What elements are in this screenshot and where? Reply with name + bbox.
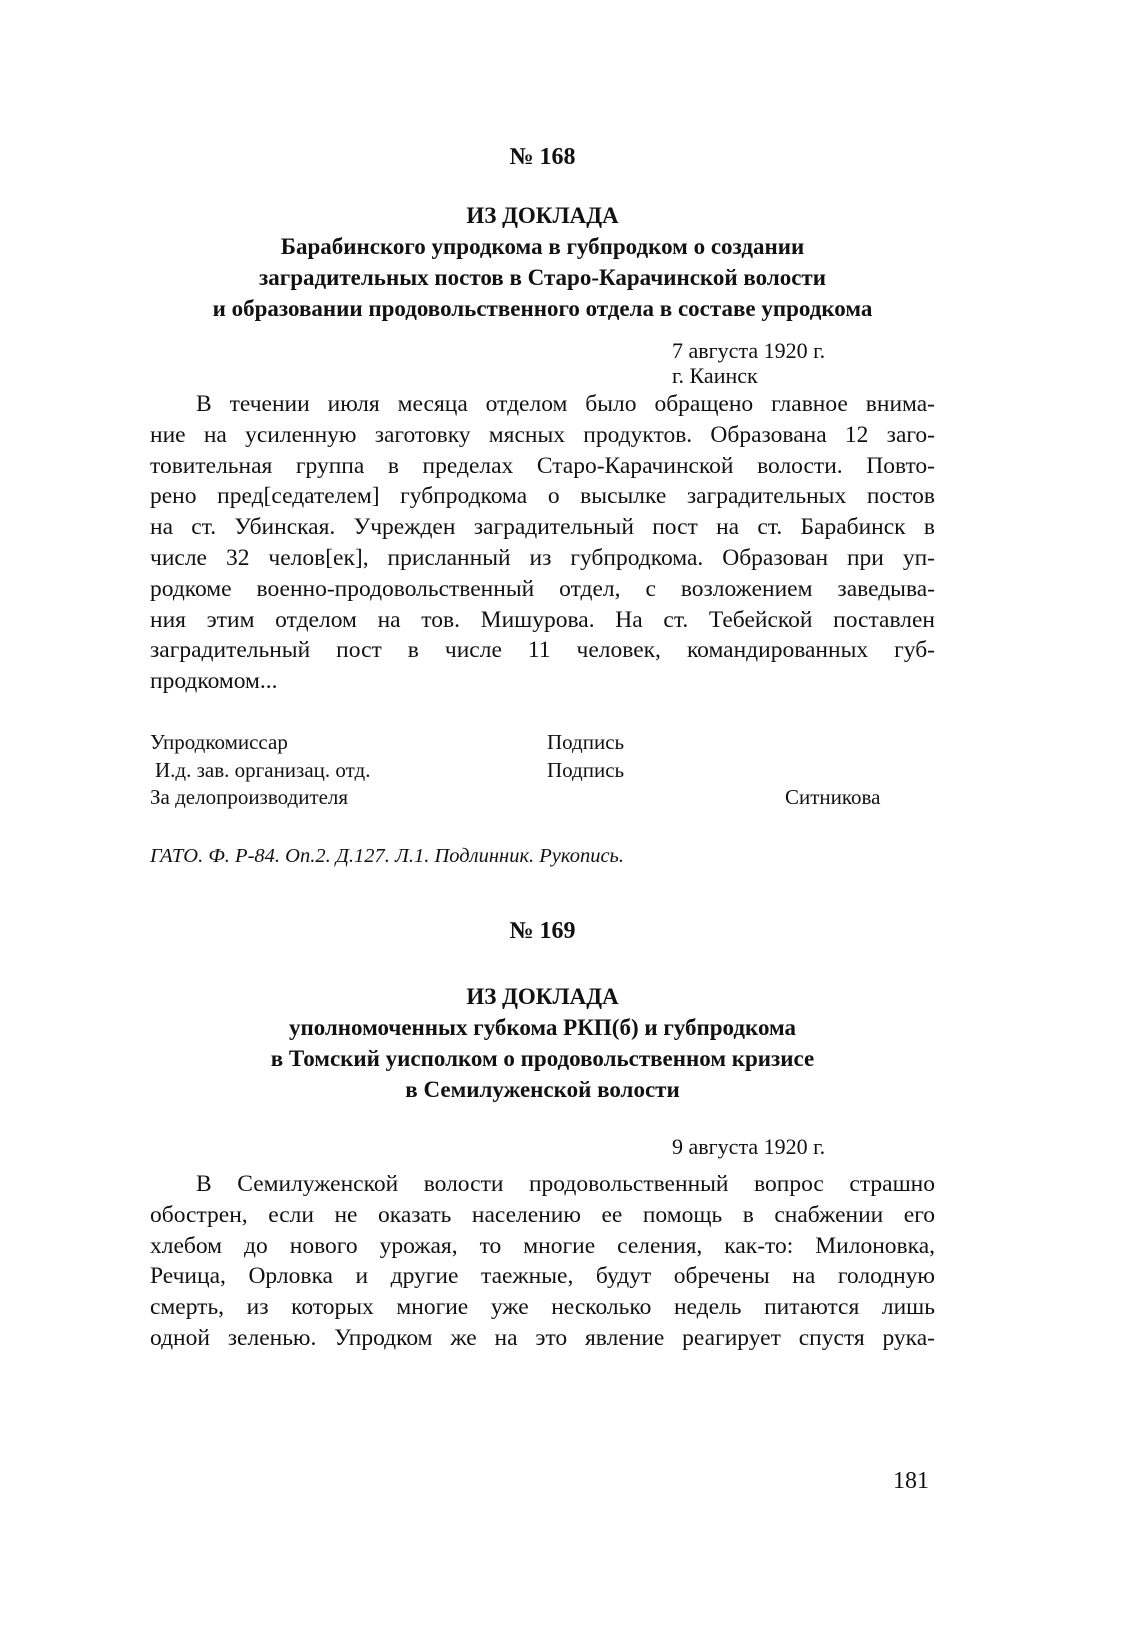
body-line: смерть, из которых многие уже несколько недель питаются лишь xyxy=(150,1294,935,1321)
doc169-subtitle-line: уполномоченных губкома РКП(б) и губпродкома xyxy=(288,1015,797,1040)
signature-value: Подпись xyxy=(547,730,625,754)
doc168-place: г. Каинск xyxy=(672,363,758,388)
doc168-subtitle xyxy=(150,231,935,324)
body-line: В течении июля месяца отделом было обращено главное внима- xyxy=(196,391,935,417)
body-line: одной зеленью. Упродком же на это явление реагирует спустя рука- xyxy=(150,1324,935,1351)
doc168-number: № 168 xyxy=(509,144,576,170)
doc168-body xyxy=(150,389,935,697)
doc168-date: 7 августа 1920 г. xyxy=(672,338,826,363)
doc168-subtitle-line: Барабинского упродкома в губпродком о создании xyxy=(280,234,805,259)
body-line: продкомом... xyxy=(150,668,278,695)
doc168-subtitle-line: и образовании продовольственного отдела в составе упродкома xyxy=(212,296,873,321)
signature-value: Подпись xyxy=(547,758,625,782)
doc169-title: ИЗ ДОКЛАДА xyxy=(466,984,619,1009)
body-line: на ст. Убинская. Учрежден заградительный пост на ст. Барабинск в xyxy=(150,514,935,541)
signature-role: За делопроизводителя xyxy=(150,785,349,809)
body-line: числе 32 челов[ек], присланный из губпродкома. Образован при уп- xyxy=(150,544,935,571)
body-line: ния этим отделом на тов. Мишурова. На ст. Тебейской поставлен xyxy=(150,606,935,633)
doc169-number: № 169 xyxy=(509,918,576,944)
doc169-subtitle-line: в Семилуженской волости xyxy=(405,1077,680,1102)
body-line: хлебом до нового урожая, то многие селения, как-то: Милоновка, xyxy=(150,1232,935,1259)
doc168-title: ИЗ ДОКЛАДА xyxy=(466,203,619,228)
body-line: заградительный пост в числе 11 человек, командированных губ- xyxy=(150,637,935,664)
body-line: обострен, если не оказать населению ее помощь в снабжении его xyxy=(150,1201,935,1228)
doc169-date: 9 августа 1920 г. xyxy=(672,1134,826,1159)
archive-reference: ГАТО. Ф. Р-84. Оп.2. Д.127. Л.1. Подлинник. Рукопись. xyxy=(150,845,625,867)
doc169-subtitle xyxy=(150,1012,935,1105)
body-line: Речица, Орловка и другие таежные, будут обречены на голодную xyxy=(150,1263,935,1290)
body-line: родкоме военно-продовольственный отдел, с возложением заведыва- xyxy=(150,575,935,602)
body-line: В Семилуженской волости продовольственный вопрос страшно xyxy=(196,1171,935,1197)
body-line: ние на усиленную заготовку мясных продуктов. Образована 12 заго- xyxy=(150,421,935,448)
doc169-body xyxy=(150,1169,935,1354)
body-line: рено пред[седателем] губпродкома о высылке заградительных постов xyxy=(150,483,935,510)
body-line: товительная группа в пределах Старо-Карачинской волости. Повто- xyxy=(150,452,935,479)
doc168-subtitle-line: заградительных постов в Старо-Карачинской волости xyxy=(259,265,826,290)
doc169-subtitle-line: в Томский уисполком о продовольственном кризисе xyxy=(270,1046,815,1071)
signature-value: Ситникова xyxy=(785,785,881,809)
signature-role: Упродкомиссар xyxy=(150,730,288,754)
signature-role: И.д. зав. организац. отд. xyxy=(155,758,371,782)
page-number: 181 xyxy=(893,1468,929,1494)
